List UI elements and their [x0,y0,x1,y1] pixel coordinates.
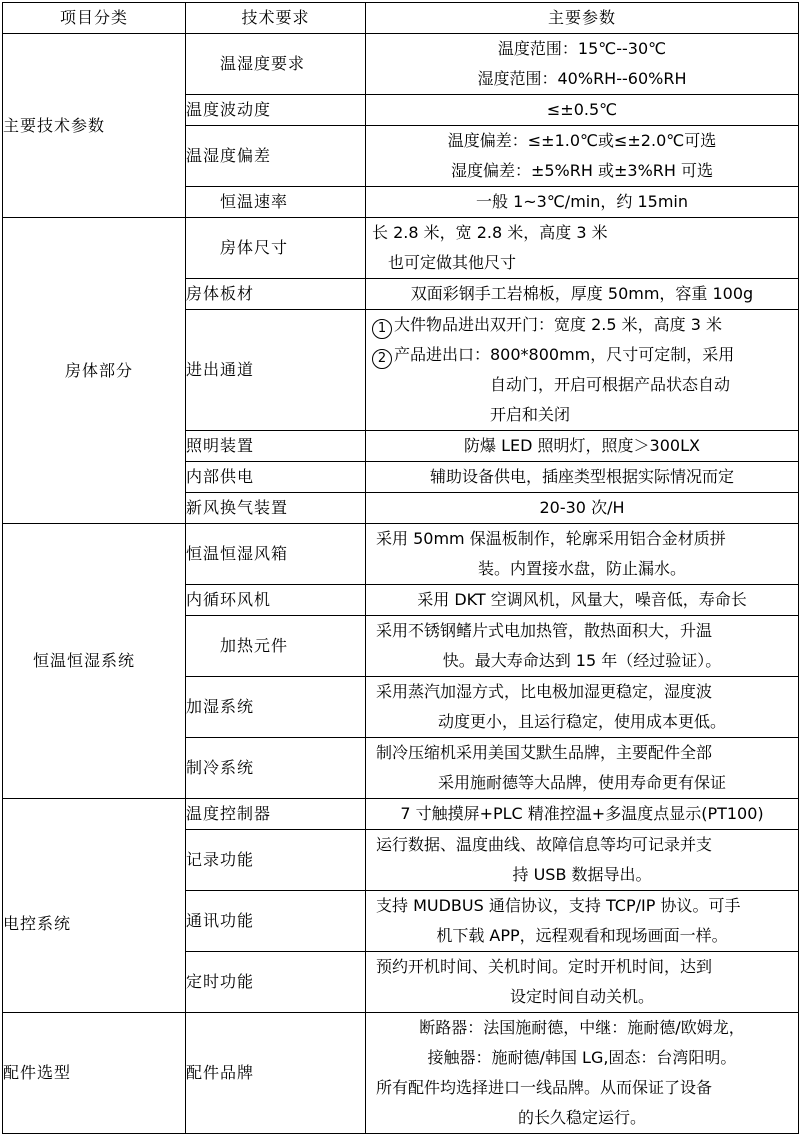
param-line: ≤±0.5℃ [546,100,618,119]
param-cell [366,462,799,493]
req-label: 记录功能 [186,830,366,891]
param-cell [366,187,799,218]
param-line: 双面彩钢手工岩棉板，厚度 50mm，容重 100g [410,284,754,303]
req-label: 房体板材 [186,279,366,310]
header-category: 项目分类 [3,3,186,34]
category-room: 房体部分 [3,218,186,524]
req-label: 进出通道 [186,310,366,431]
param-cell [366,95,799,126]
param-cell [366,34,799,95]
param-cell [366,830,799,891]
param-line: 动度更小，且运行稳定，使用成本更低。 [437,712,726,731]
param-line: 开启和关闭 [490,405,571,424]
param-line: 温度偏差：≤±1.0℃或≤±2.0℃可选 [447,131,717,150]
param-cell [366,677,799,738]
req-label: 恒温速率 [186,187,366,218]
param-line: 湿度范围：40%RH--60%RH [477,69,687,88]
param-line: 长 2.8 米，宽 2.8 米，高度 3 米 [372,223,608,242]
param-cell [366,738,799,799]
param-line: 采用施耐德等大品牌，使用寿命更有保证 [437,773,726,792]
header-requirement: 技术要求 [186,3,366,34]
param-line: 温度范围：15℃--30℃ [497,39,667,58]
param-cell [366,279,799,310]
req-label: 温度波动度 [186,95,366,126]
req-label: 配件品牌 [186,1013,366,1134]
param-line: 采用蒸汽加湿方式，比电极加湿更稳定，湿度波 [376,682,713,701]
req-label: 内循环风机 [186,585,366,616]
param-line: 辅助设备供电，插座类型根据实际情况而定 [429,467,734,486]
param-cell [366,891,799,952]
param-cell [366,493,799,524]
req-label: 加热元件 [186,616,366,677]
req-label: 恒温恒湿风箱 [186,524,366,585]
req-label: 温湿度偏差 [186,126,366,187]
param-line: 湿度偏差：±5%RH 或±3%RH 可选 [450,161,714,180]
param-line: 断路器：法国施耐德，中继：施耐德/欧姆龙， [419,1018,745,1037]
param-cell [366,310,799,431]
param-cell [366,126,799,187]
param-cell [366,616,799,677]
param-line: 装。内置接水盘，防止漏水。 [477,559,686,578]
req-label: 新风换气装置 [186,493,366,524]
spec-table [2,2,799,1134]
param-line: 1 大件物品进出双开门：宽度 2.5 米，高度 3 米 [366,310,798,340]
req-label: 房体尺寸 [186,218,366,279]
param-line: 持 USB 数据导出。 [512,865,652,884]
param-line: 的长久稳定运行。 [517,1108,646,1127]
category-control: 电控系统 [3,799,186,1013]
param-line: 采用 DKT 空调风机，风量大，噪音低，寿命长 [417,590,747,609]
req-label: 温度控制器 [186,799,366,830]
param-line: 2 产品进出口：800*800mm，尺寸可定制，采用 [366,340,798,370]
circled-number-2: 2 [372,349,392,369]
param-line: 支持 MUDBUS 通信协议，支持 TCP/IP 协议。可手 [376,896,741,915]
param-cell [366,431,799,462]
req-label: 制冷系统 [186,738,366,799]
param-line: 防爆 LED 照明灯，照度＞300LX [464,436,700,455]
param-line: 一般 1~3℃/min，约 15min [475,192,688,211]
param-line: 运行数据、温度曲线、故障信息等均可记录并支 [376,835,713,854]
table-row [3,34,799,95]
param-line: 20-30 次/H [539,498,625,517]
param-line: 设定时间自动关机。 [509,987,654,1006]
param-line: 采用不锈钢鳍片式电加热管，散热面积大，升温 [376,621,713,640]
req-label: 加湿系统 [186,677,366,738]
table-row [3,524,799,585]
param-cell [366,524,799,585]
param-line: 采用 50mm 保温板制作，轮廓采用铝合金材质拼 [376,529,726,548]
param-cell [366,952,799,1013]
param-cell [366,799,799,830]
param-line: 机下载 APP，远程观看和现场画面一样。 [436,926,728,945]
req-label: 通讯功能 [186,891,366,952]
param-line: 接触器：施耐德/韩国 LG,固态：台湾阳明。 [427,1048,737,1067]
category-hvac: 恒温恒湿系统 [3,524,186,799]
param-line: 也可定做其他尺寸 [388,253,517,272]
param-line: 快。最大寿命达到 15 年（经过验证）。 [442,651,722,670]
param-cell [366,218,799,279]
category-main: 主要技术参数 [3,34,186,218]
req-label: 定时功能 [186,952,366,1013]
param-line: 制冷压缩机采用美国艾默生品牌，主要配件全部 [376,743,713,762]
table-row [3,799,799,830]
req-label: 温湿度要求 [186,34,366,95]
table-row [3,1013,799,1134]
circled-number-1: 1 [372,319,392,339]
param-line: 预约开机时间、关机时间。定时开机时间，达到 [376,957,713,976]
param-cell [366,1013,799,1134]
param-cell [366,585,799,616]
param-line: 所有配件均选择进口一线品牌。从而保证了设备 [376,1078,713,1097]
header-row [3,3,799,34]
header-parameters: 主要参数 [366,3,799,34]
req-label: 内部供电 [186,462,366,493]
table-row [3,218,799,279]
req-label: 照明装置 [186,431,366,462]
param-line: 自动门，开启可根据产品状态自动 [490,375,731,394]
param-line: 7 寸触摸屏+PLC 精准控温+多温度点显示(PT100) [400,804,764,823]
category-parts: 配件选型 [3,1013,186,1134]
